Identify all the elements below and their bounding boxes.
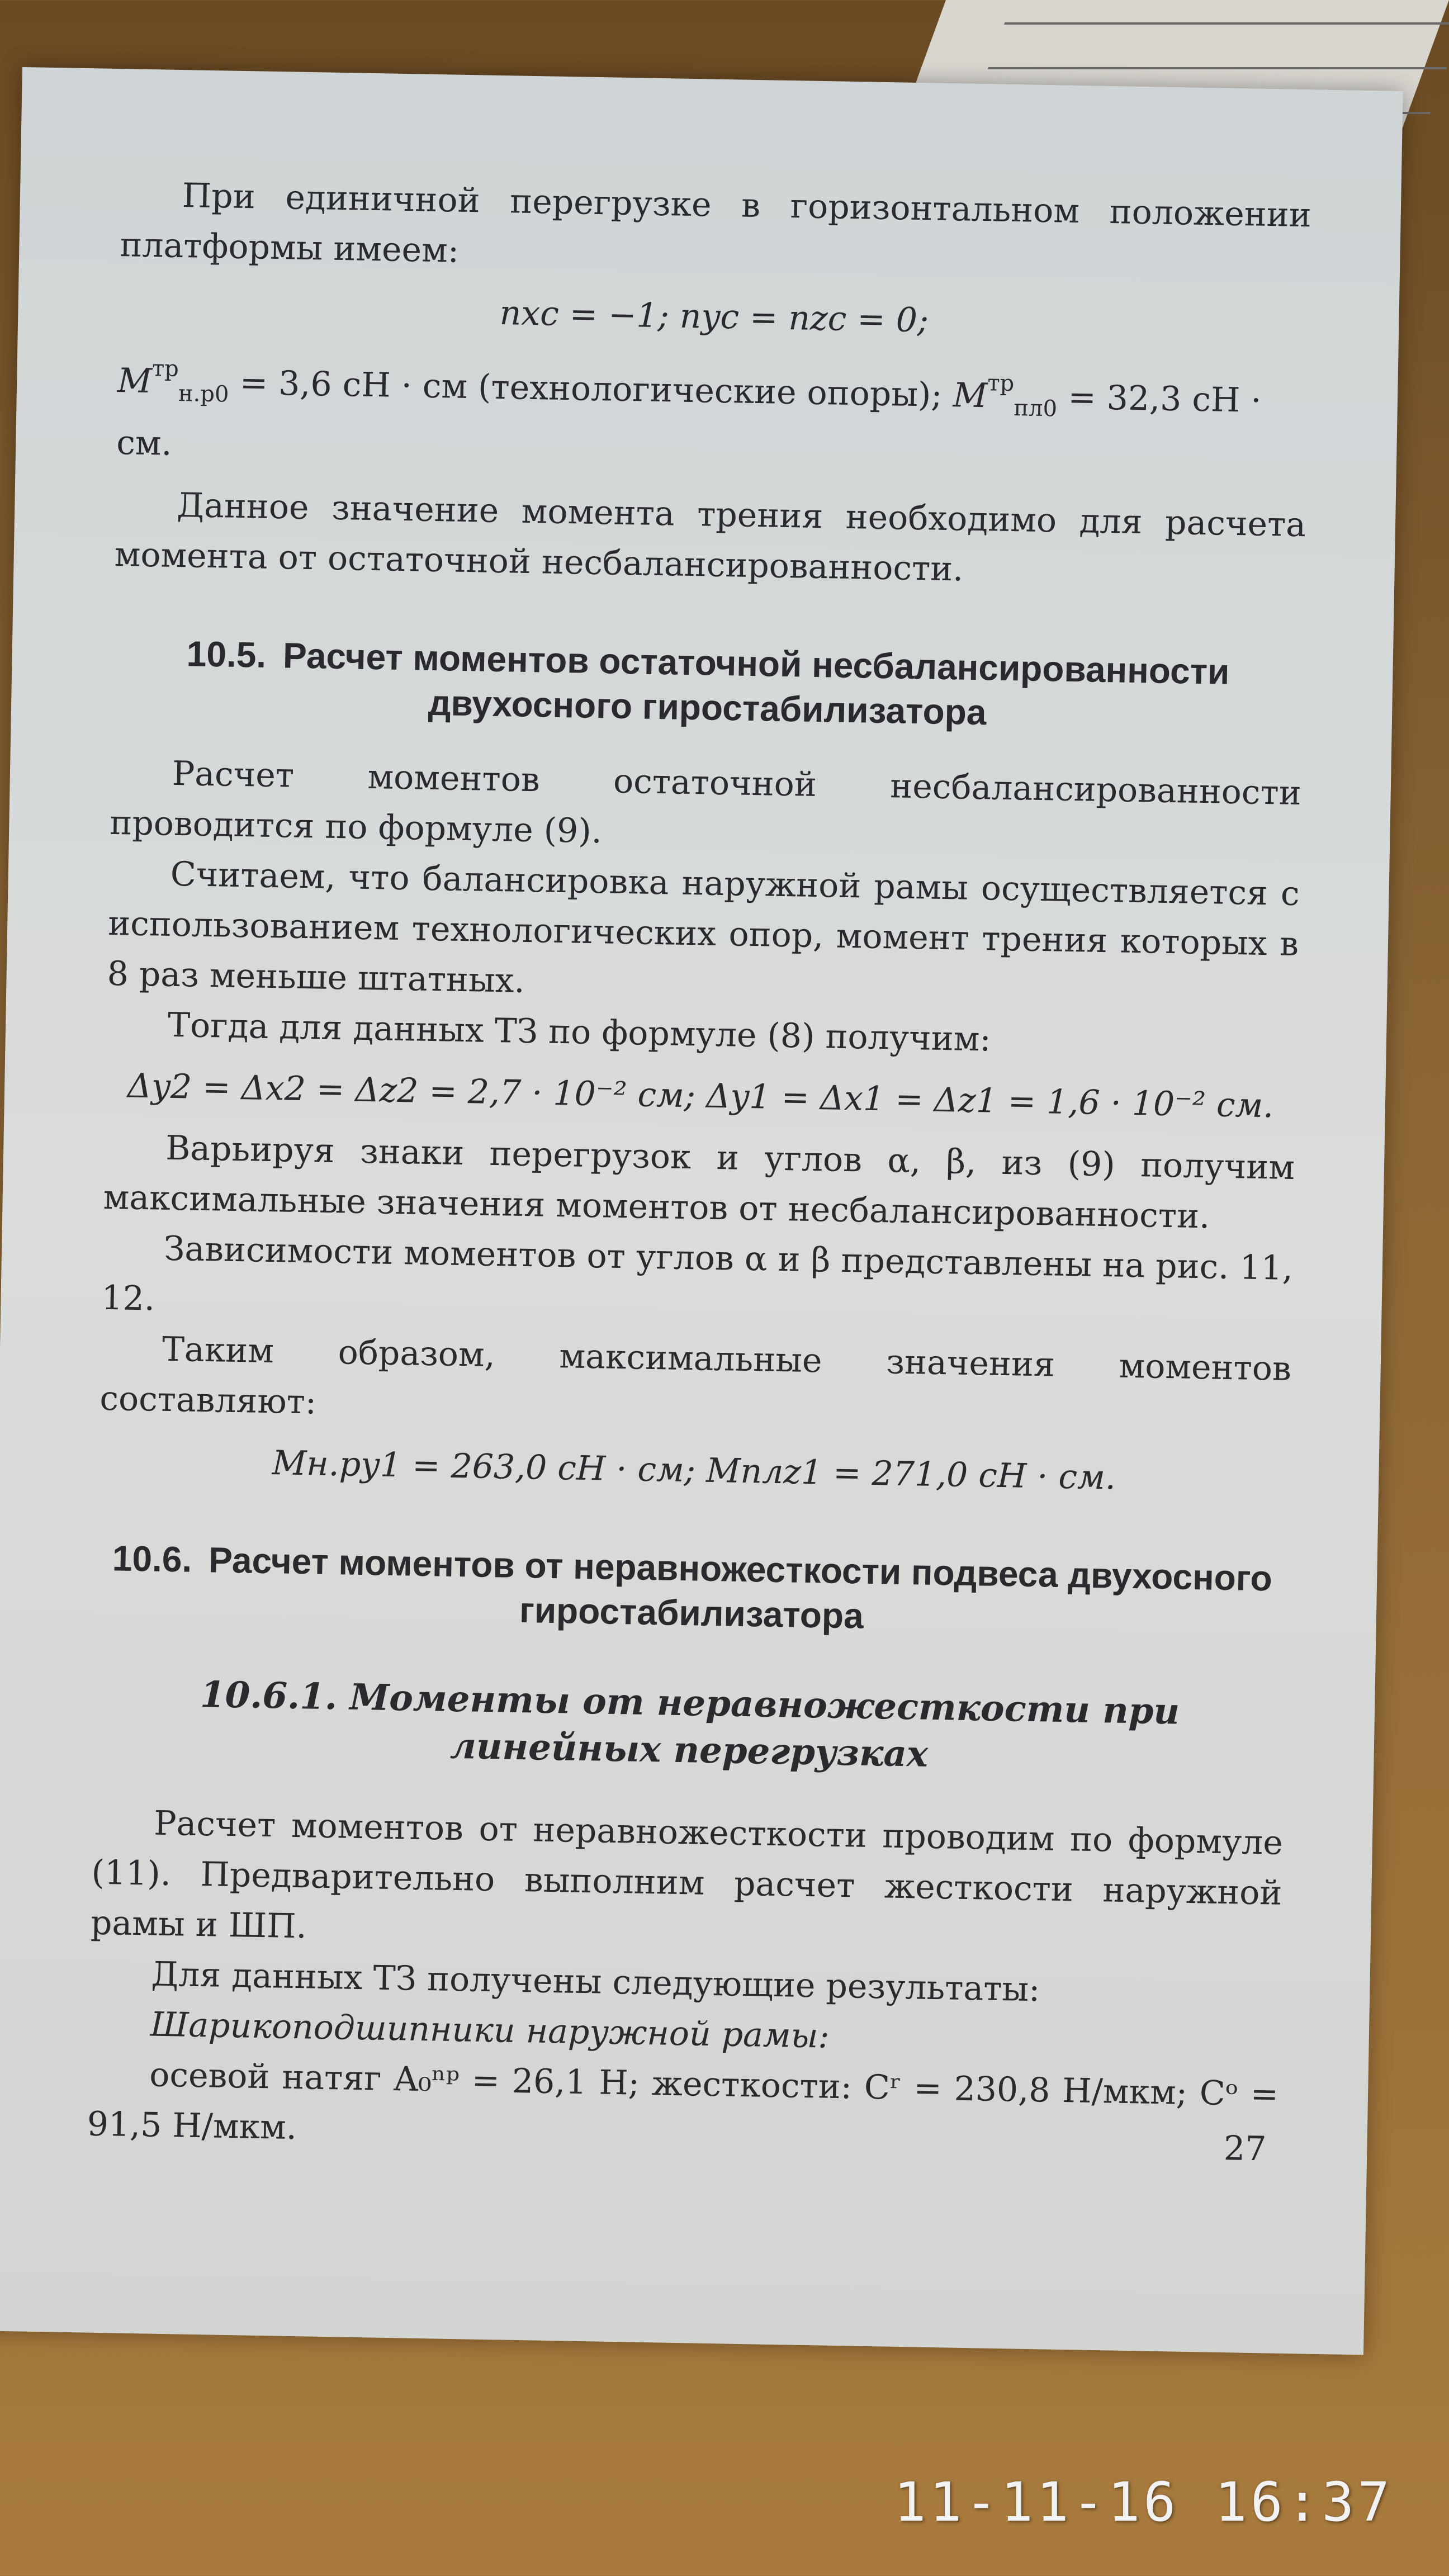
section-title-10-6: Расчет моментов от неравножесткости подвеса двухосного гиростабилизатора xyxy=(208,1540,1273,1636)
paragraph-residual-imbalance-formula: Расчет моментов остаточной несбалансированности проводится по формуле (9). xyxy=(109,754,1302,851)
paper-rule-line xyxy=(1004,22,1449,25)
page-content xyxy=(87,169,1311,2170)
section-heading-10-6 xyxy=(96,1536,1287,1646)
paragraph-results-intro: Для данных ТЗ получены следующие результаты: xyxy=(150,1954,1040,2010)
section-number-10-5: 10.5. xyxy=(186,633,267,675)
paper-rule-line xyxy=(988,67,1447,69)
friction-moment-platform-value: = 32,3 сН · см. xyxy=(116,377,1262,463)
paragraph-max-moments-intro: Таким образом, максимальные значения моментов составляют: xyxy=(99,1329,1292,1422)
equation-displacements: Δy2 = Δx2 = Δz2 = 2,7 · 10⁻² см; Δy1 = Δx1 = Δz1 = 1,6 · 10⁻² см. xyxy=(127,1066,1274,1126)
subsection-heading-10-6-1: 10.6.1. Моменты от неравножесткости при линейных перегрузках xyxy=(200,1674,1180,1775)
page-number: 27 xyxy=(1223,2129,1267,2169)
paragraph-overload-intro: При единичной перегрузке в горизонтальном положении платформы имеем: xyxy=(119,176,1312,271)
photo-timestamp: 11-11-16 16:37 xyxy=(893,2471,1393,2534)
friction-moment-outer-symbol: M xyxy=(117,361,153,401)
paragraph-bearing-values: осевой натяг A₀ⁿᵖ = 26,1 Н; жесткости: Cʳ = 230,8 Н/мкм; Cᵒ = 91,5 Н/мкм. xyxy=(87,2055,1279,2148)
friction-moment-outer-superscript: тр xyxy=(151,356,179,382)
equation-friction-moments xyxy=(116,343,1309,489)
equation-max-moments: Mн.ру1 = 263,0 сН · см; Mплz1 = 271,0 сН · см. xyxy=(272,1443,1116,1498)
paragraph-friction-note: Данное значение момента трения необходимо для расчета момента от остаточной несбалансированности. xyxy=(114,485,1306,589)
section-number-10-6: 10.6. xyxy=(112,1538,192,1580)
section-heading-10-5 xyxy=(112,630,1304,740)
paragraph-formula-8-intro: Тогда для данных ТЗ по формуле (8) получим: xyxy=(167,1005,992,1059)
book-page xyxy=(0,67,1403,2355)
friction-moment-platform-superscript: тр xyxy=(987,370,1015,397)
equation-overload-values: nxc = −1; nyc = nzc = 0; xyxy=(499,293,929,340)
paragraph-varying-signs: Варьируя знаки перегрузок и углов α, β, из (9) получим максимальные значения моментов от несбалансированности. xyxy=(103,1128,1295,1237)
paragraph-bearings-label: Шарикоподшипники наружной рамы: xyxy=(150,2005,830,2056)
friction-moment-platform-symbol: M xyxy=(953,376,988,416)
friction-moment-outer-subscript: н.р0 xyxy=(178,380,229,408)
paragraph-balancing-assumption: Считаем, что балансировка наружной рамы осуществляется с использованием технологических опор, момент трения которых в 8 раз меньше штатных. xyxy=(107,854,1300,1001)
paragraph-stiffness-calculation: Расчет моментов от неравножесткости проводим по формуле (11). Предварительно выполним расчет жесткости наружной рамы и ШП. xyxy=(90,1803,1284,1947)
paragraph-figure-reference: Зависимости моментов от углов α и β представлены на рис. 11, 12. xyxy=(101,1229,1294,1319)
friction-moment-platform-subscript: пл0 xyxy=(1014,395,1058,422)
section-title-10-5: Расчет моментов остаточной несбалансированности двухосного гиростабилизатора xyxy=(282,635,1230,733)
friction-moment-outer-value: = 3,6 сН · см (технологические опоры); xyxy=(229,363,954,415)
